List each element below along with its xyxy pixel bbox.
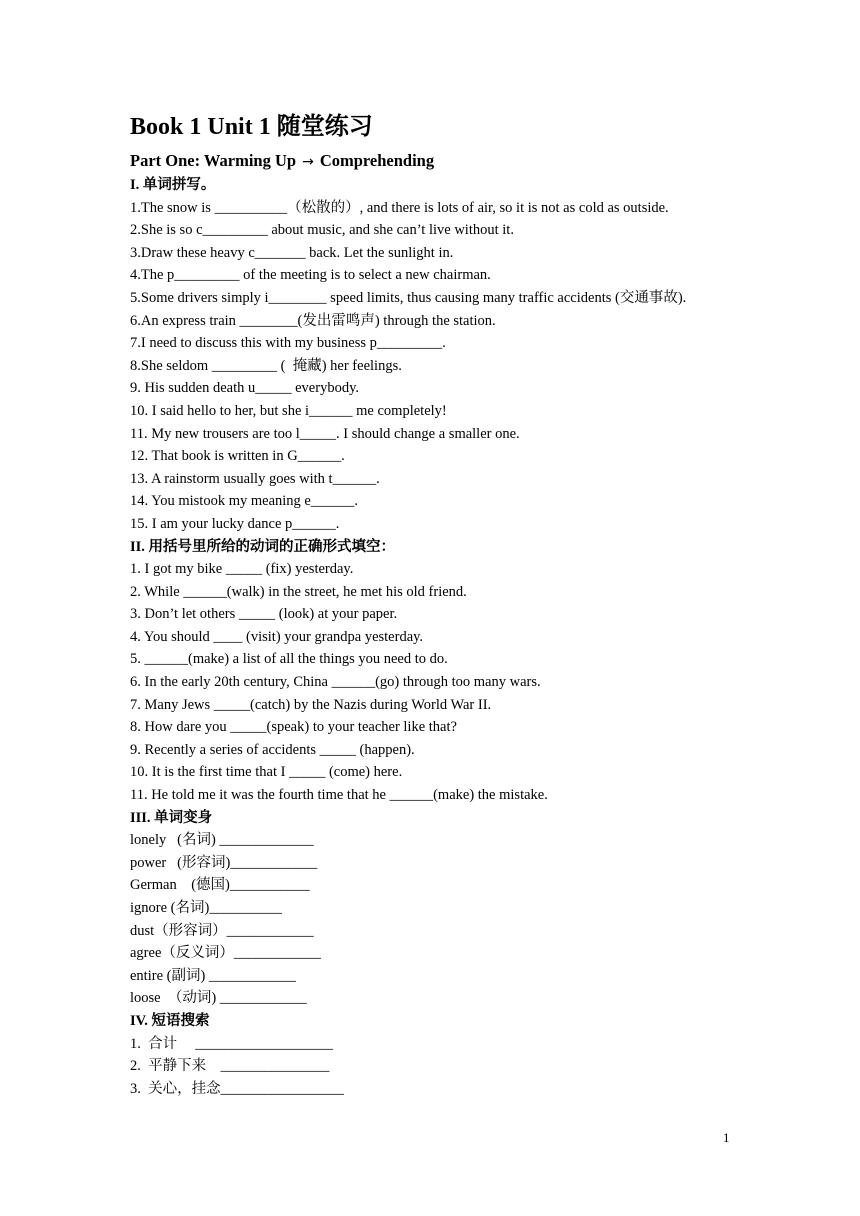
- exercise-item: 2. While ______(walk) in the street, he met his old friend.: [130, 583, 467, 600]
- exercise-item: German (德国)___________: [130, 877, 310, 894]
- exercise-item: 6.An express train ________(发出雷鸣声) through the station.: [130, 312, 496, 329]
- exercise-item: 6. In the early 20th century, China ______(go) through too many wars.: [130, 674, 541, 691]
- exercise-item: loose （动词) ____________: [130, 990, 307, 1007]
- page-number: 1: [723, 1130, 730, 1145]
- exercise-item: dust（形容词）____________: [130, 922, 314, 939]
- section-heading: I. 单词拼写。: [130, 177, 216, 193]
- document-page: [130, 112, 750, 1100]
- exercise-item: 8. How dare you _____(speak) to your teacher like that?: [130, 719, 457, 736]
- section-verb-forms: [130, 536, 750, 807]
- section-heading: IV. 短语搜索: [130, 1012, 210, 1029]
- exercise-item: 3.Draw these heavy c_______ back. Let the sunlight in.: [130, 244, 454, 261]
- exercise-item: 1. 合计 ___________________: [130, 1035, 333, 1052]
- exercise-item: agree（反义词）____________: [130, 945, 321, 962]
- right-arrow-icon: →: [302, 154, 314, 170]
- exercise-item: 15. I am your lucky dance p______.: [130, 515, 340, 532]
- part-heading-left: Part One: Warming Up: [130, 151, 297, 170]
- section-heading: III. 单词变身: [130, 809, 213, 826]
- page-title: Book 1 Unit 1 随堂练习: [130, 114, 373, 140]
- exercise-item: 1.The snow is __________（松散的）, and there is lots of air, so it is not as cold as outside.: [130, 199, 669, 216]
- exercise-item: 12. That book is written in G______.: [130, 448, 345, 465]
- exercise-item: 4. You should ____ (visit) your grandpa yesterday.: [130, 628, 424, 645]
- section-spelling: [130, 174, 750, 536]
- exercise-item: 9. His sudden death u_____ everybody.: [130, 380, 360, 397]
- part-heading-right: Comprehending: [319, 151, 435, 170]
- exercise-item: 8.She seldom _________ ( 掩藏) her feelings.: [130, 357, 402, 374]
- exercise-item: 2. 平静下来 _______________: [130, 1058, 330, 1075]
- exercise-item: 10. I said hello to her, but she i______ me completely!: [130, 402, 447, 419]
- exercise-item: entire (副词) ____________: [130, 967, 296, 984]
- exercise-item: lonely (名词) _____________: [130, 832, 314, 849]
- exercise-item: 11. My new trousers are too l_____. I should change a smaller one.: [130, 425, 520, 442]
- exercise-item: ignore (名词)__________: [130, 900, 282, 916]
- section-heading: II. 用括号里所给的动词的正确形式填空：: [130, 538, 396, 555]
- exercise-item: 9. Recently a series of accidents _____ (happen).: [130, 741, 415, 758]
- exercise-item: 3. 关心，挂念_________________: [130, 1080, 344, 1097]
- exercise-item: 11. He told me it was the fourth time that he ______(make) the mistake.: [130, 787, 548, 804]
- exercise-item: 13. A rainstorm usually goes with t______.: [130, 470, 380, 487]
- exercise-item: 7. Many Jews _____(catch) by the Nazis during World War II.: [130, 696, 492, 713]
- section-word-forms: [130, 807, 750, 1010]
- section-phrases: [130, 1010, 750, 1100]
- exercise-item: 2.She is so c_________ about music, and she can’t live without it.: [130, 222, 514, 239]
- part-heading: [130, 150, 750, 174]
- exercise-item: 7.I need to discuss this with my business p_________.: [130, 335, 446, 352]
- exercise-item: 5.Some drivers simply i________ speed limits, thus causing many traffic accidents (交通事故).: [130, 289, 687, 306]
- exercise-item: 5. ______(make) a list of all the things you need to do.: [130, 651, 448, 668]
- exercise-item: 1. I got my bike _____ (fix) yesterday.: [130, 561, 354, 578]
- exercise-item: 14. You mistook my meaning e______.: [130, 493, 358, 510]
- exercise-item: power (形容词)____________: [130, 854, 318, 871]
- exercise-item: 3. Don’t let others _____ (look) at your paper.: [130, 606, 398, 623]
- exercise-item: 10. It is the first time that I _____ (come) here.: [130, 764, 403, 781]
- exercise-item: 4.The p_________ of the meeting is to select a new chairman.: [130, 267, 491, 284]
